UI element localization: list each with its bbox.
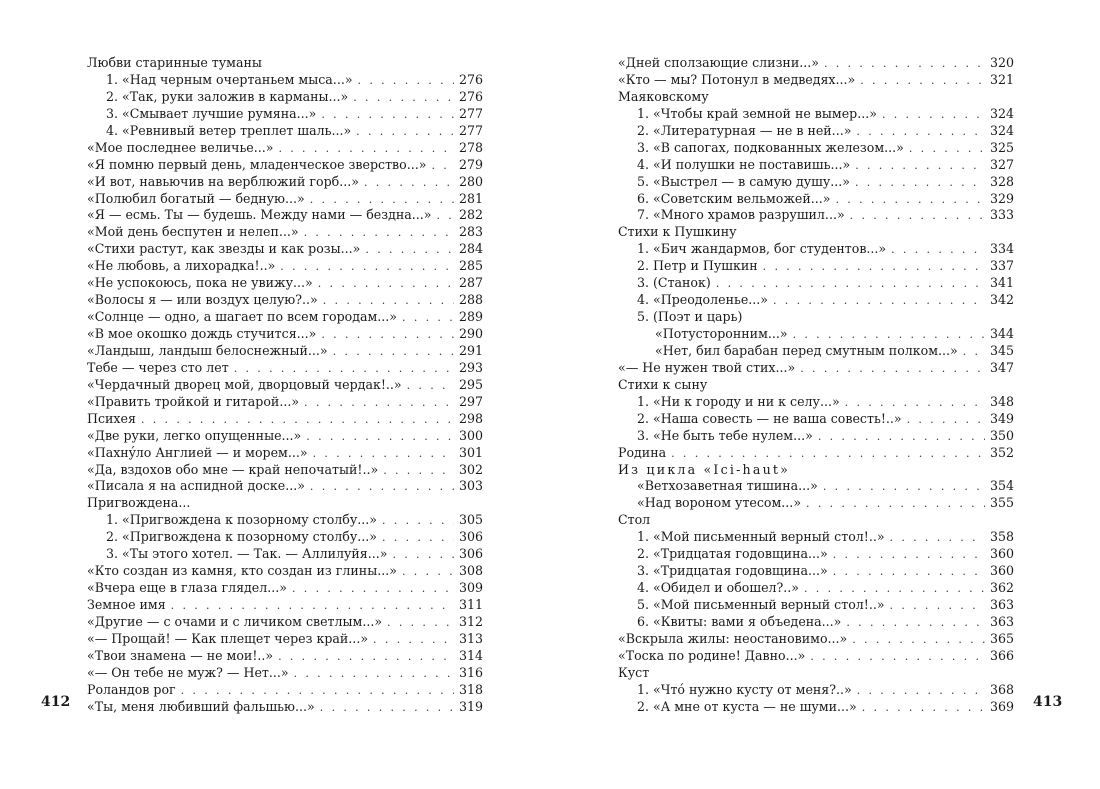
toc-entry [87,563,483,580]
dot-leader [846,615,985,632]
toc-section-heading [618,665,1014,682]
dot-leader [890,530,985,547]
dot-leader [304,225,454,242]
toc-entry-title: 1. «Над черным очертаньем мыса...» [106,71,353,87]
toc-entry [87,445,483,462]
toc-entry [87,665,483,682]
toc-entry-title: «Потусторонним...» [655,326,788,341]
toc-entry-page: 360 [989,546,1014,562]
dot-leader [278,141,453,158]
dot-leader [407,378,454,395]
toc-entry-page: 324 [989,105,1014,121]
dot-leader [836,192,985,209]
toc-section-heading [618,462,1014,479]
toc-entry-title: «Полюбил богатый — бедную...» [87,190,305,206]
toc-entry-title: «Две руки, легко опущенные...» [87,427,302,443]
toc-entry-page: 366 [989,647,1014,663]
toc-entry-title: «Править тройкой и гитарой...» [87,393,300,409]
toc-entry-title: «Не любовь, а лихорадка!..» [87,258,276,274]
toc-entry-title: «Другие — с очами и с личиком светлым...» [87,613,383,629]
toc-entry-page: 341 [989,275,1014,291]
toc-entry-title: 3. «В сапогах, подкованных железом...» [637,139,904,155]
dot-leader [292,581,454,598]
toc-entry-page: 348 [989,393,1014,409]
toc-entry-page: 285 [458,258,483,274]
toc-entry-page: 368 [989,681,1014,697]
dot-leader [402,564,454,581]
toc-entry-title: «Кто создан из камня, кто создан из глины...» [87,563,397,579]
toc-entry-title: Тебе — через сто лет [87,359,229,375]
dot-leader [855,175,985,192]
toc-entry [87,157,483,174]
toc-entry [87,106,483,123]
dot-leader [373,632,454,649]
toc-entry-title: 3. «Тридцатая годовщина...» [637,563,828,579]
toc-entry-page: 329 [989,190,1014,206]
dot-leader [382,530,454,547]
toc-entry-page: 281 [458,190,483,206]
dot-leader [763,259,985,276]
toc-entry [87,89,483,106]
toc-entry [618,394,1014,411]
dot-leader [234,361,454,378]
toc-entry-page: 309 [458,580,483,596]
toc-entry [87,411,483,428]
dot-leader [310,479,454,496]
toc-entry [87,72,483,89]
toc-entry-title: «Волосы я — или воздух целую?..» [87,292,318,308]
toc-entry-title: Любви старинные туманы [87,55,262,70]
toc-entry-title: «Стихи растут, как звезды и как розы...» [87,241,361,257]
toc-entry-title: 2. «Так, руки заложив в карманы...» [106,88,349,104]
toc-entry-page: 288 [458,292,483,308]
toc-entry-title: «— Он тебе не муж? — Нет...» [87,664,289,680]
toc-entry-page: 295 [458,376,483,392]
toc-section-heading [618,224,1014,241]
toc-entry-page: 284 [458,241,483,257]
toc-entry-title: 1. «Бич жандармов, бог студентов...» [637,241,887,257]
toc-entry-title: «Мое последнее величье...» [87,139,274,155]
toc-entry [87,258,483,275]
toc-entry [618,597,1014,614]
toc-entry [618,445,1014,462]
toc-column-left [87,55,483,716]
toc-entry-page: 337 [989,258,1014,274]
dot-leader [313,446,454,463]
dot-leader [806,496,985,513]
toc-section-heading [87,55,483,72]
dot-leader [891,242,985,259]
dot-leader [364,175,454,192]
toc-entry [618,699,1014,716]
dot-leader [824,56,985,73]
toc-entry [618,580,1014,597]
toc-entry [87,292,483,309]
toc-entry-page: 297 [458,393,483,409]
dot-leader [716,276,985,293]
toc-entry-page: 321 [989,71,1014,87]
toc-entry-page: 276 [458,88,483,104]
toc-entry [618,529,1014,546]
dot-leader [890,598,985,615]
toc-entry-page: 308 [458,563,483,579]
toc-entry-page: 306 [458,546,483,562]
toc-entry-title: «Писала я на аспидной доске...» [87,478,305,494]
toc-entry [87,682,483,699]
toc-entry-title: «Над вороном утесом...» [637,495,802,511]
dot-leader [909,141,985,158]
toc-entry-title: 2. «Пригвождена к позорному столбу...» [106,529,377,545]
page-number-right: 413 [1033,694,1063,710]
dot-leader [365,242,454,259]
toc-entry-page: 278 [458,139,483,155]
toc-entry-page: 327 [989,156,1014,172]
toc-entry-title: 6. «Советским вельможей...» [637,190,831,206]
dot-leader [323,293,454,310]
toc-entry [618,563,1014,580]
toc-entry-title: «Кто — мы? Потонул в медведях...» [618,71,856,87]
toc-entry-page: 318 [458,681,483,697]
toc-entry-page: 283 [458,224,483,240]
toc-entry [618,614,1014,631]
toc-entry-title: 6. «Квиты: вами я объедена...» [637,613,842,629]
toc-entry-title: 4. «Преодоленье...» [637,292,769,308]
toc-section-heading [618,377,1014,394]
toc-entry-page: 276 [458,71,483,87]
toc-entry-title: 1. «Чтó нужно кусту от меня?..» [637,681,852,697]
dot-leader [855,158,985,175]
dot-leader [857,683,985,700]
toc-entry-page: 363 [989,597,1014,612]
toc-entry-page: 365 [989,630,1014,646]
toc-entry-page: 279 [458,156,483,172]
toc-entry [618,207,1014,224]
toc-entry-page: 291 [458,342,483,358]
toc-entry [87,478,483,495]
toc-entry-title: 5. (Поэт и царь) [637,309,743,325]
toc-entry-page: 305 [458,512,483,528]
toc-section-heading [618,309,1014,326]
dot-leader [856,124,985,141]
toc-entry-title: Маяковскому [618,88,709,104]
toc-section-heading [87,495,483,512]
toc-entry-title: «Ветхозаветная тишина...» [637,478,818,494]
toc-entry-title: 5. «Выстрел — в самую душу...» [637,173,850,189]
toc-section-heading [618,512,1014,529]
toc-entry-page: 314 [458,647,483,663]
toc-entry [87,529,483,546]
toc-entry-page: 333 [989,207,1014,223]
toc-entry-title: «Нет, бил барабан перед смутным полком...» [655,342,958,358]
dot-leader [804,581,985,598]
toc-entry-title: Стол [618,512,651,528]
toc-entry [87,123,483,140]
toc-entry [87,462,483,479]
dot-leader [810,649,985,666]
toc-entry-page: 345 [989,342,1014,358]
toc-entry-page: 277 [458,122,483,138]
dot-leader [304,395,454,412]
toc-entry [618,275,1014,292]
toc-entry-page: 324 [989,122,1014,138]
dot-leader [280,259,454,276]
toc-entry-title: 1. «Ни к городу и ни к селу...» [637,393,840,409]
toc-entry-title: 2. «Литературная — не в ней...» [637,122,852,138]
toc-entry [618,682,1014,699]
toc-entry-title: 2. «Наша совесть — не ваша совесть!..» [637,410,902,426]
dot-leader [437,208,454,225]
dot-leader [278,649,454,666]
toc-entry-page: 360 [989,563,1014,579]
toc-entry [87,343,483,360]
toc-entry-title: «Пахнýло Англией — и морем...» [87,444,308,460]
toc-entry-title: «Ты, меня любивший фальшью...» [87,698,315,714]
toc-entry [618,648,1014,665]
toc-entry-title: «Тоска по родине! Давно...» [618,647,806,663]
toc-entry-title: 7. «Много храмов разрушил...» [637,207,845,223]
toc-entry-title: 1. «Чтобы край земной не вымер...» [637,105,877,121]
toc-entry-page: 306 [458,529,483,545]
toc-entry-page: 363 [989,613,1014,629]
toc-entry [87,546,483,563]
toc-entry-title: 4. «Обидел и обошел?..» [637,580,800,596]
toc-entry [87,241,483,258]
toc-entry [87,428,483,445]
dot-leader [963,344,985,361]
toc-entry [618,191,1014,208]
toc-entry [618,55,1014,72]
dot-leader [382,513,454,530]
toc-entry [618,292,1014,309]
toc-entry [87,394,483,411]
toc-entry [87,648,483,665]
toc-entry-title: Роландов рог [87,681,176,697]
toc-entry [87,275,483,292]
toc-entry-page: 358 [989,529,1014,545]
toc-entry-page: 277 [458,105,483,121]
dot-leader [800,361,985,378]
toc-entry-title: «Ландыш, ландыш белоснежный...» [87,342,328,358]
toc-entry-title: Куст [618,664,650,680]
toc-entry [87,614,483,631]
toc-entry [618,123,1014,140]
toc-entry-title: «Не успокоюсь, пока не увижу...» [87,275,313,291]
toc-entry-title: «Мой день беспутен и нелеп...» [87,224,299,240]
dot-leader [862,700,985,717]
toc-entry-page: 313 [458,630,483,646]
toc-entry-page: 302 [458,461,483,477]
toc-entry-page: 319 [458,698,483,714]
dot-leader [387,615,454,632]
toc-entry-page: 312 [458,613,483,629]
toc-entry [87,360,483,377]
toc-entry-page: 344 [989,326,1014,341]
toc-entry-page: 301 [458,444,483,460]
toc-entry-page: 311 [458,597,483,612]
dot-leader [671,446,985,463]
toc-entry-title: 1. «Мой письменный верный стол!..» [637,529,885,545]
dot-leader [833,564,985,581]
toc-entry-title: 4. «Ревнивый ветер треплет шаль...» [106,122,352,138]
dot-leader [321,327,454,344]
toc-entry [618,478,1014,495]
toc-entry-page: 289 [458,309,483,325]
toc-entry-title: 2. «А мне от куста — не шуми...» [637,698,857,714]
toc-entry-page: 325 [989,139,1014,155]
toc-entry-page: 300 [458,427,483,443]
dot-leader [852,632,985,649]
toc-entry-page: 334 [989,241,1014,257]
toc-entry [618,241,1014,258]
toc-entry [87,377,483,394]
toc-entry-title: «— Прощай! — Как плещет через край...» [87,630,369,646]
toc-entry [618,495,1014,512]
toc-entry-page: 355 [989,495,1014,511]
toc-entry [618,157,1014,174]
toc-entry-title: «Солнце — одно, а шагает по всем городам...» [87,309,398,325]
toc-entry-page: 328 [989,173,1014,189]
toc-entry [87,224,483,241]
toc-entry-page: 347 [989,359,1014,375]
dot-leader [321,107,454,124]
toc-entry-title: «Твои знамена — не мои!..» [87,647,274,663]
dot-leader [882,107,985,124]
toc-entry-title: «И вот, навьючив на верблюжий горб...» [87,173,359,189]
dot-leader [907,412,985,429]
toc-entry-title: «В мое окошко дождь стучится...» [87,326,317,341]
dot-leader [320,700,454,717]
dot-leader [353,90,454,107]
dot-leader [383,463,454,480]
toc-entry [87,326,483,343]
dot-leader [773,293,985,310]
toc-entry-title: Земное имя [87,597,166,612]
toc-entry [618,411,1014,428]
toc-entry-title: 3. «Смывает лучшие румяна...» [106,105,317,121]
toc-entry [618,174,1014,191]
toc-entry-title: 3. «Не быть тебе нулем...» [637,427,813,443]
toc-entry-page: 349 [989,410,1014,426]
toc-entry [618,258,1014,275]
toc-entry [618,140,1014,157]
page-number-left: 412 [41,694,71,710]
toc-entry-title: 4. «И полушки не поставишь...» [637,156,851,172]
toc-entry [87,580,483,597]
dot-leader [392,547,454,564]
toc-entry [618,428,1014,445]
dot-leader [431,158,454,175]
toc-entry-page: 320 [989,55,1014,70]
toc-entry-page: 280 [458,173,483,189]
dot-leader [845,395,985,412]
toc-entry [87,699,483,716]
toc-entry [87,140,483,157]
dot-leader [318,276,454,293]
toc-entry [87,631,483,648]
toc-entry-page: 342 [989,292,1014,308]
toc-entry-page: 290 [458,326,483,341]
toc-entry-title: «Вчера еще в глаза глядел...» [87,580,287,596]
toc-entry [618,343,1014,360]
dot-leader [333,344,454,361]
toc-entry-page: 298 [458,410,483,426]
toc-column-right [618,55,1014,716]
toc-entry [87,174,483,191]
toc-entry-page: 369 [989,698,1014,714]
toc-entry-title: 3. «Ты этого хотел. — Так. — Аллилуйя...» [106,546,388,562]
toc-entry-page: 293 [458,359,483,375]
toc-entry-page: 350 [989,427,1014,443]
toc-entry-title: «Я помню первый день, младенческое зверство...» [87,156,427,172]
toc-entry [87,512,483,529]
dot-leader [171,598,454,615]
toc-entry-page: 354 [989,478,1014,494]
dot-leader [181,683,454,700]
dot-leader [823,479,985,496]
toc-section-heading [618,89,1014,106]
toc-entry [87,309,483,326]
dot-leader [294,666,454,683]
toc-entry-title: 3. (Станок) [637,275,711,291]
toc-entry [618,631,1014,648]
toc-entry-title: «Я — есмь. Ты — будешь. Между нами — бездна...» [87,207,432,223]
dot-leader [793,327,985,344]
toc-entry-title: 2. «Тридцатая годовщина...» [637,546,828,562]
toc-entry-title: Пригвождена... [87,495,191,511]
toc-entry-title: Родина [618,444,667,460]
dot-leader [860,73,985,90]
dot-leader [850,208,985,225]
dot-leader [356,124,454,141]
toc-entry-title: Психея [87,410,136,426]
toc-entry [618,106,1014,123]
toc-entry-title: 1. «Пригвождена к позорному столбу...» [106,512,377,528]
toc-entry-title: «Чердачный дворец мой, дворцовый чердак!..» [87,376,402,392]
toc-entry-title: 2. Петр и Пушкин [637,258,758,274]
toc-entry [618,326,1014,343]
toc-entry-title: 5. «Мой письменный верный стол!..» [637,597,885,612]
toc-entry-title: «Да, вздохов обо мне — край непочатый!..» [87,461,379,477]
dot-leader [402,310,454,327]
dot-leader [818,429,985,446]
toc-entry [618,546,1014,563]
toc-entry-title: Стихи к Пушкину [618,224,737,240]
toc-entry [618,72,1014,89]
toc-entry [87,207,483,224]
toc-entry-page: 282 [458,207,483,223]
dot-leader [306,429,454,446]
dot-leader [833,547,985,564]
toc-entry-page: 316 [458,664,483,680]
toc-entry [618,360,1014,377]
toc-entry-title: Из цикла «Ici-haut» [618,461,791,477]
toc-entry-page: 303 [458,478,483,494]
toc-entry-title: Стихи к сыну [618,376,708,392]
toc-entry-title: «— Не нужен твой стих...» [618,359,796,375]
toc-entry-title: «Дней сползающие слизни...» [618,55,819,70]
toc-entry-page: 352 [989,444,1014,460]
dot-leader [141,412,454,429]
toc-entry-title: «Вскрыла жилы: неостановимо...» [618,630,848,646]
toc-entry-page: 362 [989,580,1014,596]
dot-leader [310,192,454,209]
toc-entry [87,597,483,614]
dot-leader [358,73,454,90]
toc-entry [87,191,483,208]
toc-entry-page: 287 [458,275,483,291]
